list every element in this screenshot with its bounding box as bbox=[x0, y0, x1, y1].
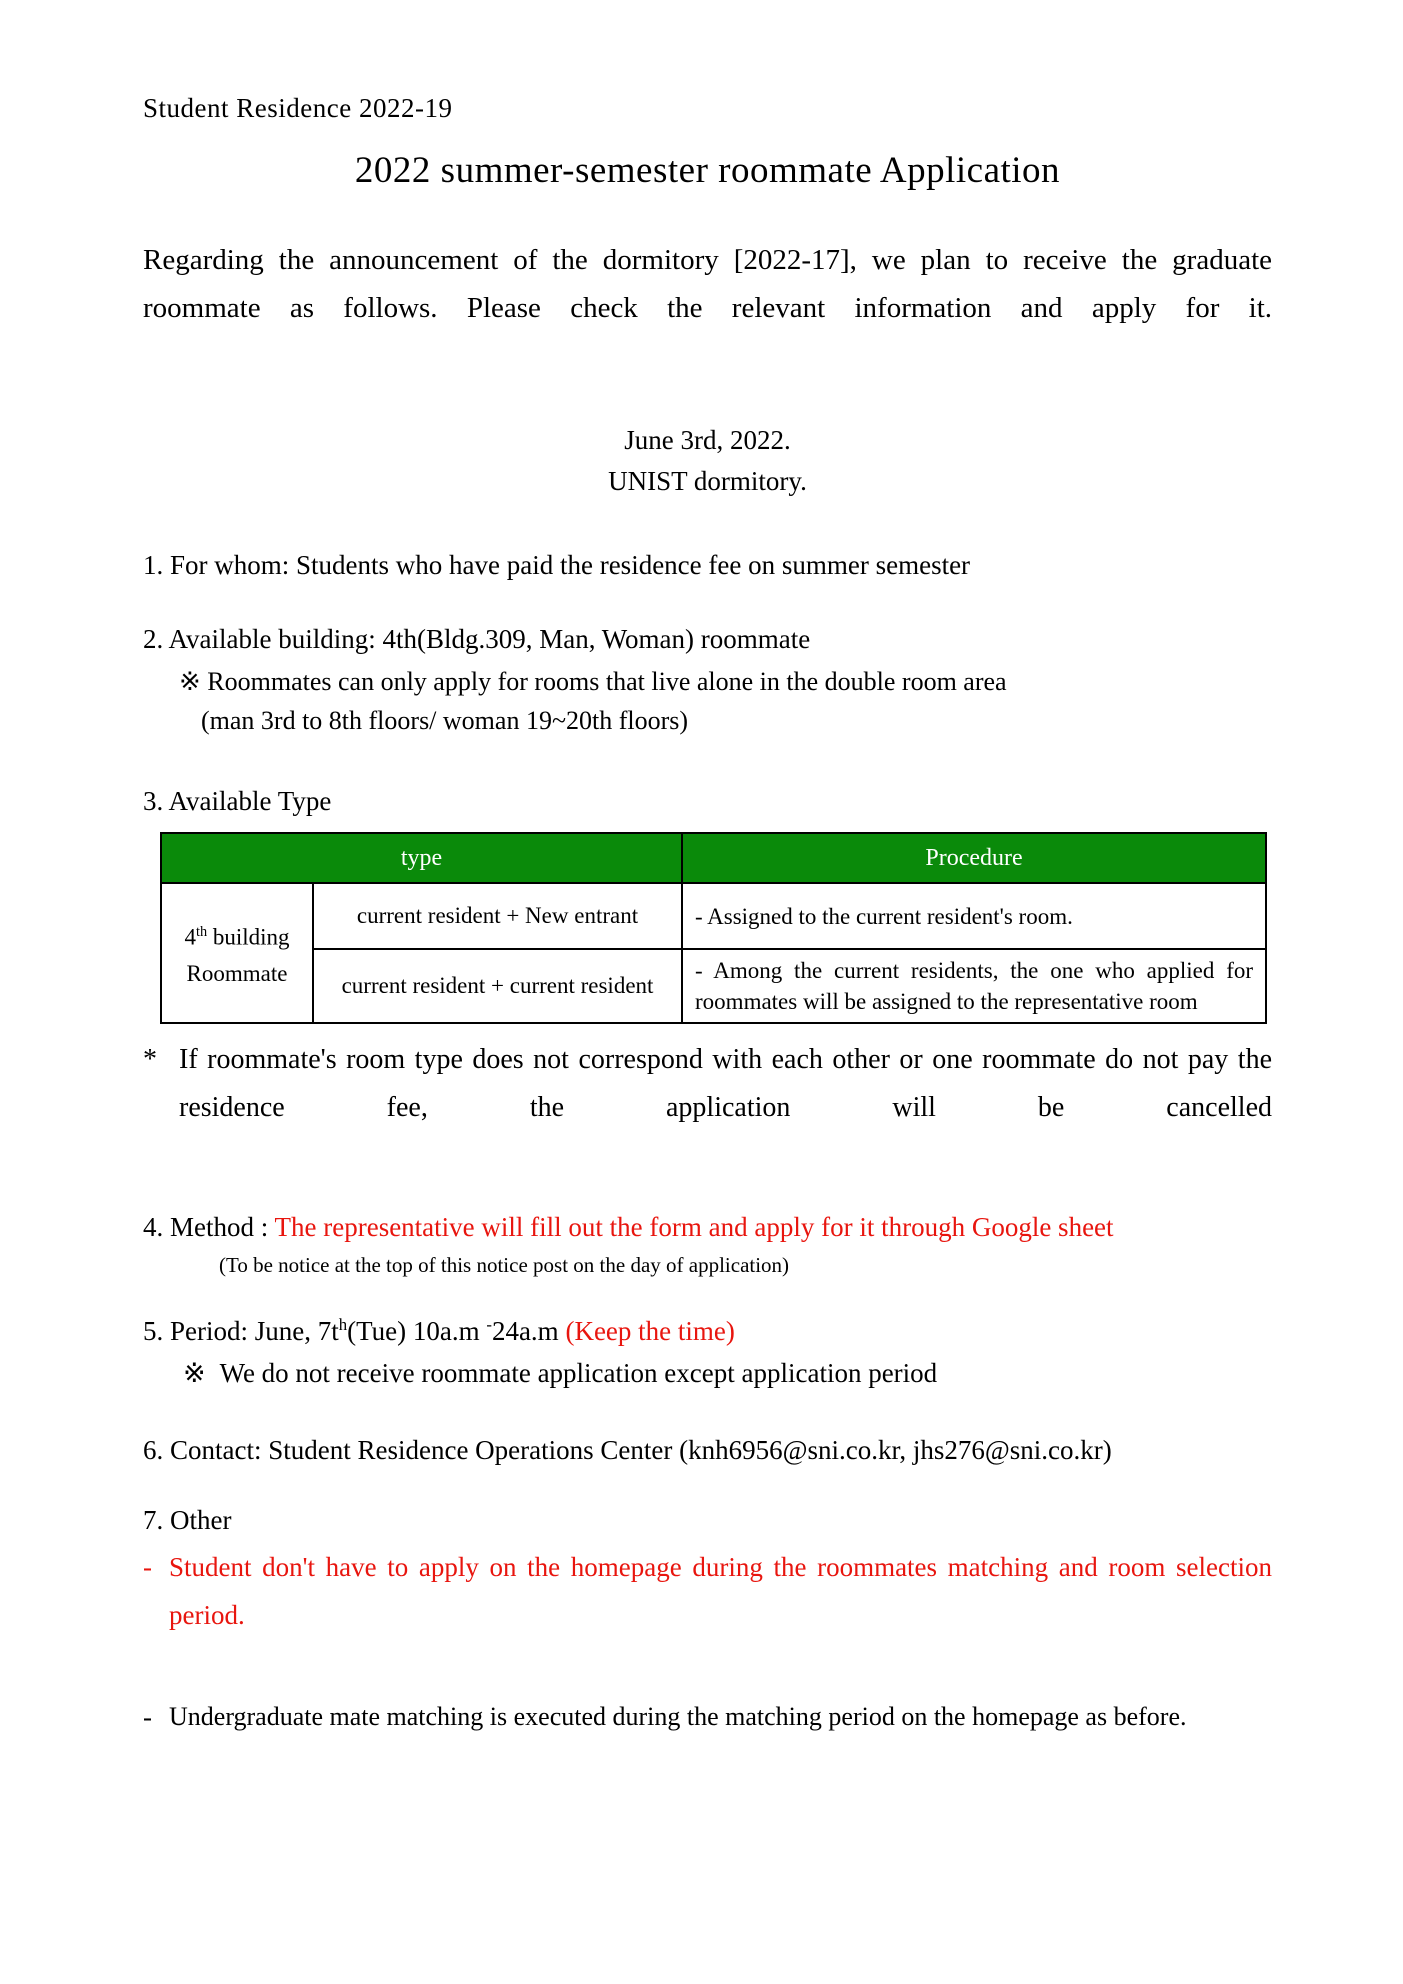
section-4-method bbox=[143, 1210, 1272, 1244]
section-7-heading: 7. Other bbox=[143, 1505, 232, 1535]
section-5-period bbox=[143, 1308, 1272, 1348]
table-header-procedure: Procedure bbox=[682, 833, 1266, 883]
section-5-highlight: (Keep the time) bbox=[565, 1316, 735, 1346]
group-ordinal: th bbox=[195, 923, 208, 940]
section-5-prefix: 5. Period: June, 7t bbox=[143, 1316, 339, 1346]
asterisk-mark: * bbox=[143, 1044, 157, 1075]
group-label-line2: Roommate bbox=[186, 961, 288, 987]
section-4-subnote: (To be notice at the top of this notice post on the day of application) bbox=[219, 1253, 790, 1277]
doc-number: Student Residence 2022-19 bbox=[143, 93, 453, 123]
section-5-note bbox=[183, 1354, 1272, 1393]
date-block bbox=[143, 420, 1272, 502]
type-cell: current resident + current resident bbox=[313, 949, 682, 1023]
table-header-row bbox=[161, 833, 1266, 883]
section-7-item1-text: Student don't have to apply on the homepage during the roommates matching and room selection period. bbox=[169, 1552, 1272, 1630]
section-3-heading: 3. Available Type bbox=[143, 786, 332, 816]
group-num: 4 bbox=[184, 924, 196, 950]
type-cell: current resident + New entrant bbox=[313, 883, 682, 949]
table-row bbox=[161, 883, 1266, 949]
section-7-item2 bbox=[143, 1693, 1272, 1741]
procedure-cell: - Assigned to the current resident's room. bbox=[682, 883, 1266, 949]
section-5-mid: (Tue) 10a.m bbox=[347, 1316, 487, 1346]
group-building: building bbox=[207, 924, 290, 950]
section-6-contact: 6. Contact: Student Residence Operations Center (knh6956@sni.co.kr, jhs276@sni.co.kr) bbox=[143, 1435, 1112, 1465]
section-7-item2-text: Undergraduate mate matching is executed during the matching period on the homepage as before. bbox=[169, 1702, 1187, 1731]
section-5-note-text: We do not receive roommate application except application period bbox=[219, 1358, 938, 1388]
org-line: UNIST dormitory. bbox=[608, 466, 807, 496]
group-label-line1 bbox=[163, 914, 311, 956]
section-1-for-whom: 1. For whom: Students who have paid the residence fee on summer semester bbox=[143, 550, 971, 580]
section-2-note-text: Roommates can only apply for rooms that live alone in the double room area bbox=[207, 667, 1007, 696]
section-5-mid2: 24a.m bbox=[491, 1316, 566, 1346]
dash-sup: - bbox=[486, 1315, 492, 1334]
dash-mark: - bbox=[143, 1552, 152, 1582]
procedure-cell: - Among the current residents, the one who applied for roommates will be assigned to the representative room bbox=[682, 949, 1266, 1023]
page-title: 2022 summer-semester roommate Application bbox=[354, 150, 1061, 191]
ordinal-sup: h bbox=[338, 1315, 348, 1334]
table-row bbox=[161, 949, 1266, 1023]
section-2-note2: (man 3rd to 8th floors/ woman 19~20th floors) bbox=[201, 706, 689, 735]
reference-mark: ※ bbox=[179, 667, 201, 696]
dash-mark: - bbox=[143, 1702, 152, 1732]
section-2-note bbox=[179, 662, 1272, 701]
reference-mark: ※ bbox=[183, 1358, 206, 1388]
table-header-type: type bbox=[161, 833, 682, 883]
section-2-heading: 2. Available building: 4th(Bldg.309, Man, Woman) roommate bbox=[143, 624, 811, 654]
section-4-label: 4. Method : bbox=[143, 1212, 275, 1242]
section-7-item1 bbox=[143, 1543, 1272, 1687]
date-line: June 3rd, 2022. bbox=[624, 425, 791, 455]
intro-paragraph: Regarding the announcement of the dormitory [2022-17], we plan to receive the graduate roommate as follows. Please check the relevant information and apply for it. bbox=[143, 244, 1272, 324]
table-footnote bbox=[143, 1036, 1272, 1180]
available-type-table bbox=[160, 832, 1267, 1024]
section-4-highlight: The representative will fill out the form and apply for it through Google sheet bbox=[274, 1212, 1114, 1242]
table-group-label bbox=[161, 883, 313, 1023]
table-footnote-text: If roommate's room type does not correspond with each other or one roommate do not pay the residence fee, the application will be cancelled bbox=[179, 1044, 1272, 1123]
